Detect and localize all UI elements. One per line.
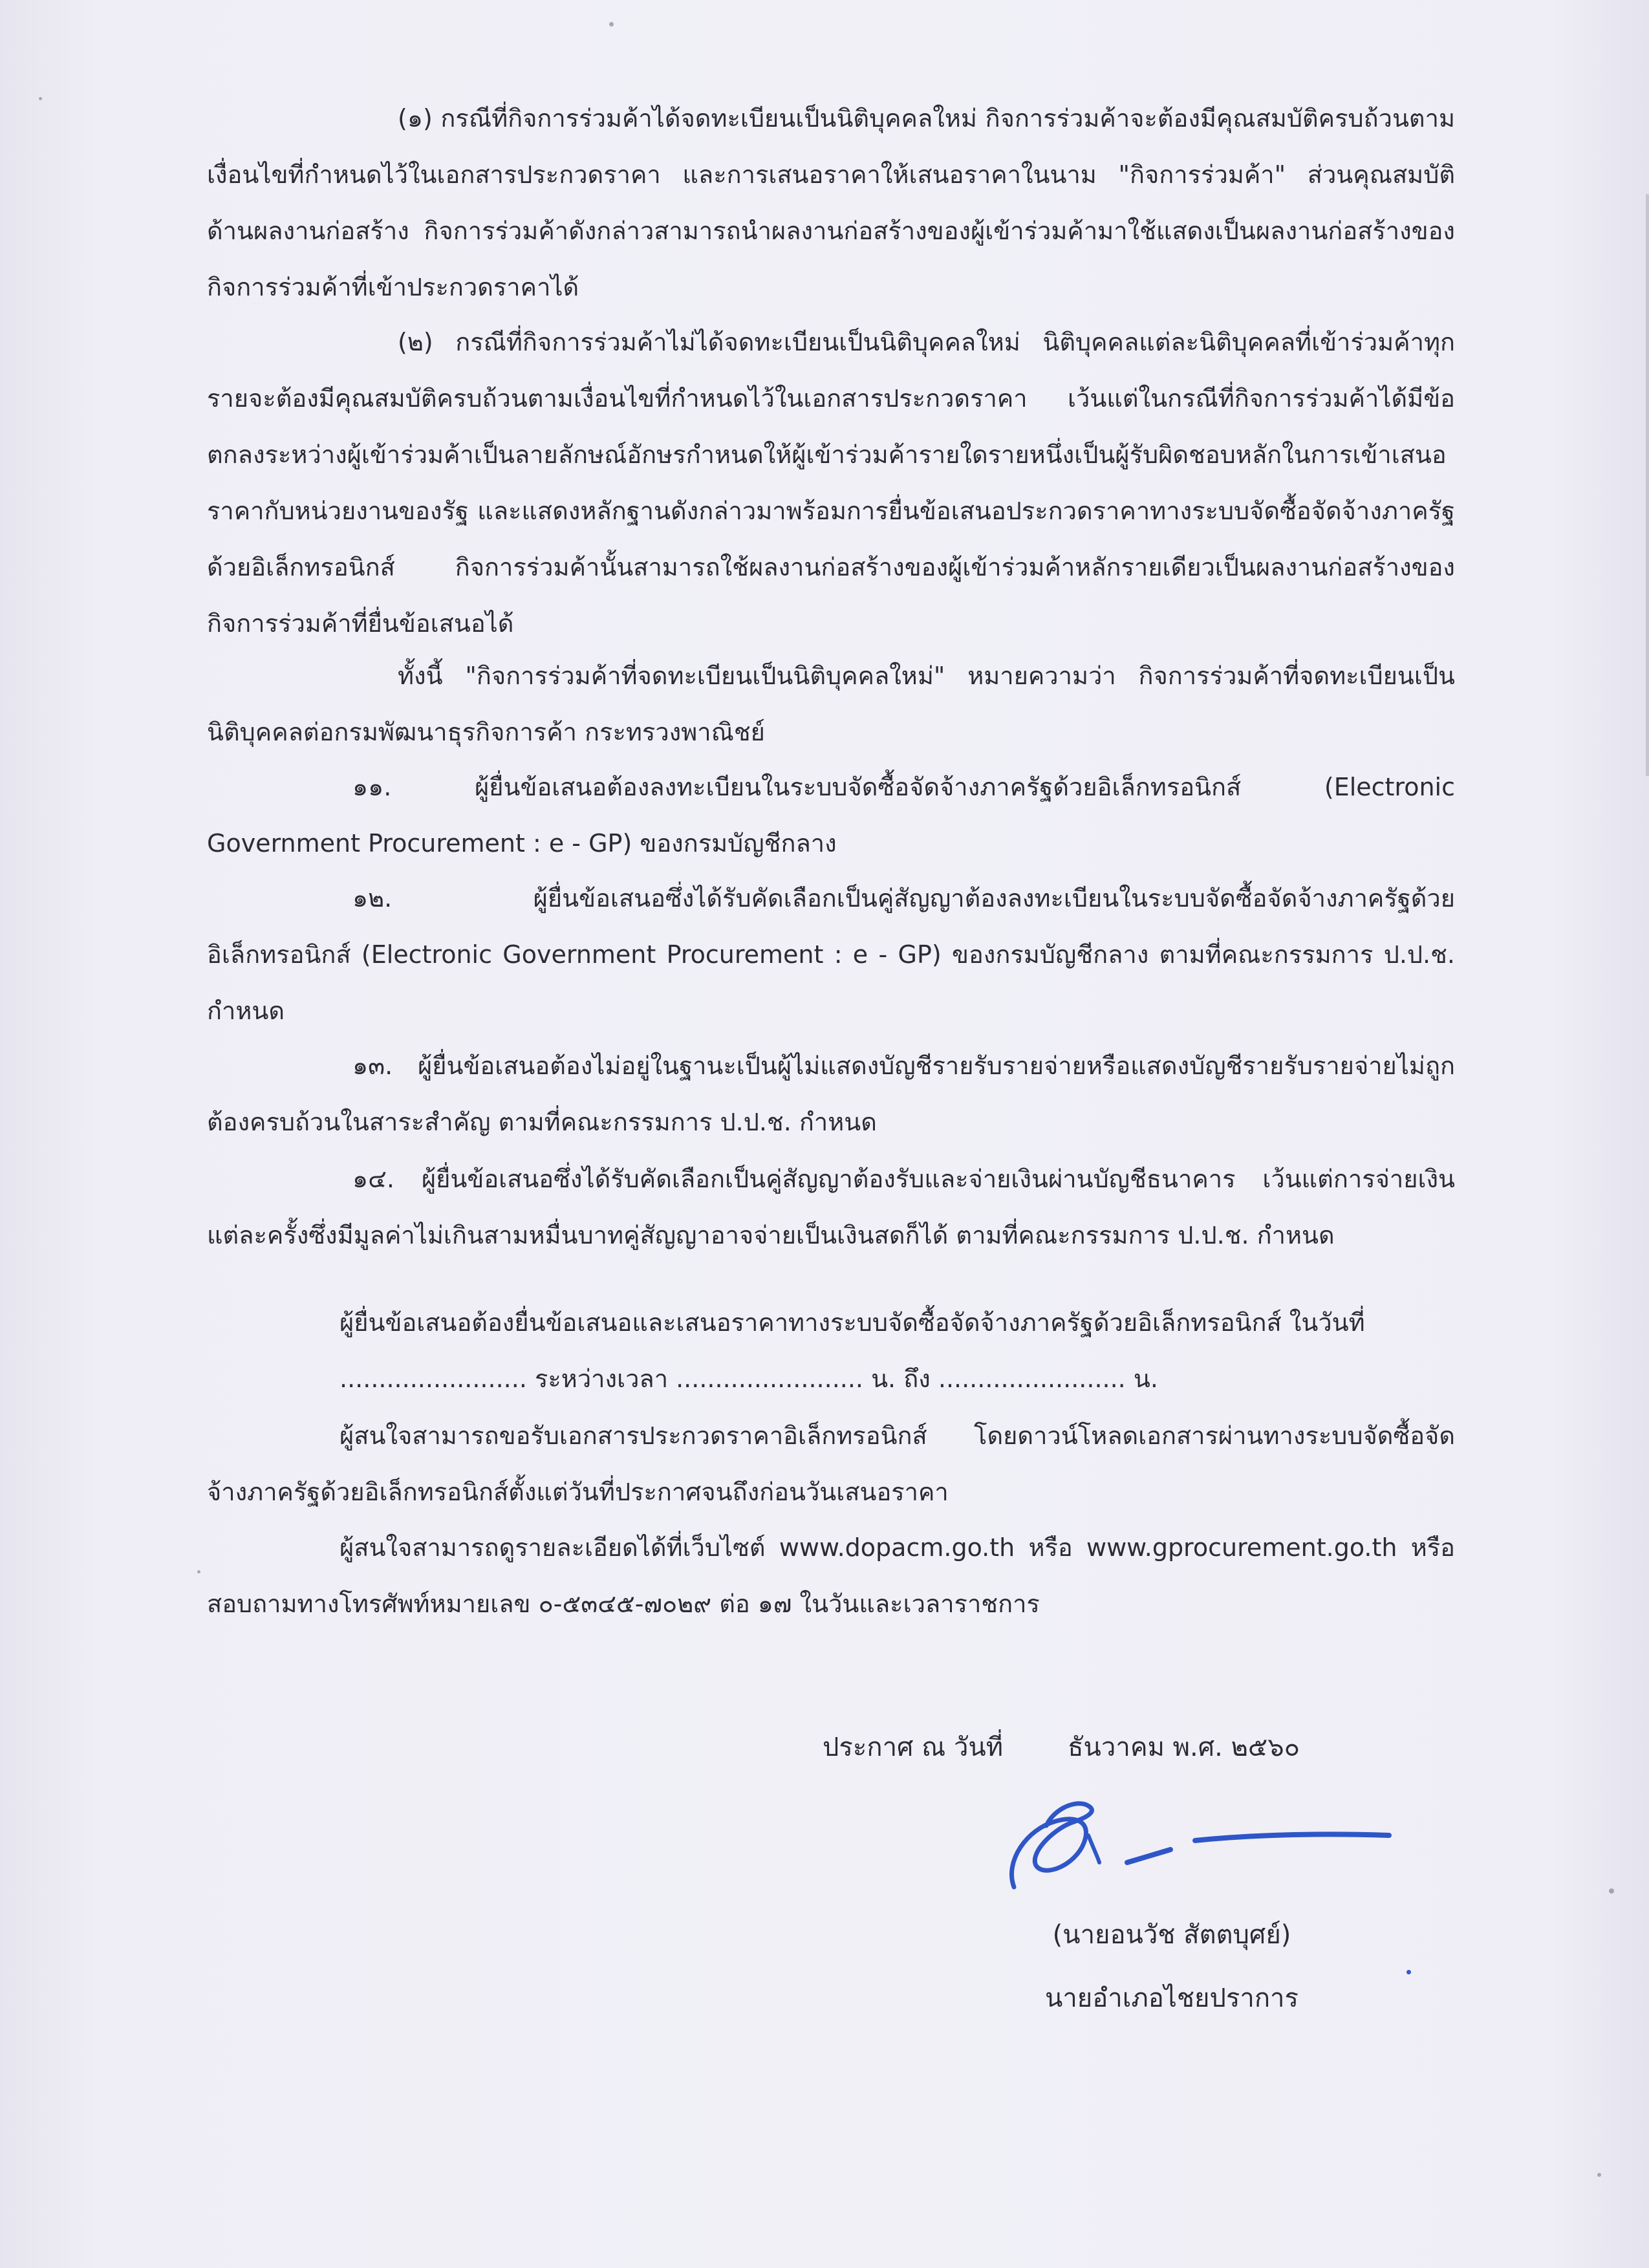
- item-14: ๑๔. ผู้ยื่นข้อเสนอซึ่งได้รับคัดเลือกเป็นคู่สัญญาต้องรับและจ่ายเงินผ่านบัญชีธนาคาร เว้นแต่การจ่ายเงินแต่ละครั้งซึ่งมีมูลค่าไม่เกินสามหมื่นบาทคู่สัญญาอาจจ่ายเป็นเงินสดก็ได้ ตามที่คณะกรรมการ ป.ป.ช. กำหนด: [207, 1165, 1455, 1249]
- announcement-label: ประกาศ ณ วันที่: [823, 1733, 1004, 1762]
- item-12: ๑๒. ผู้ยื่นข้อเสนอซึ่งได้รับคัดเลือกเป็นคู่สัญญาต้องลงทะเบียนในระบบจัดซื้อจัดจ้างภาครัฐด้วยอิเล็กทรอนิกส์ (Electronic Government Procurement : e - GP) ของกรมบัญชีกลาง ตามที่คณะกรรมการ ป.ป.ช. กำหนด: [207, 884, 1455, 1025]
- scan-speck: [197, 1570, 200, 1573]
- scan-speck: [39, 97, 42, 100]
- item-11: ๑๑. ผู้ยื่นข้อเสนอต้องลงทะเบียนในระบบจัดซื้อจัดจ้างภาครัฐด้วยอิเล็กทรอนิกส์ (Electronic Government Procurement : e - GP) ของกรมบัญชีกลาง: [207, 773, 1455, 858]
- download-paragraph: ผู้สนใจสามารถขอรับเอกสารประกวดราคาอิเล็กทรอนิกส์ โดยดาวน์โหลดเอกสารผ่านทางระบบจัดซื้อจัดจ้างภาครัฐด้วยอิเล็กทรอนิกส์ตั้งแต่วันที่ประกาศจนถึงก่อนวันเสนอราคา: [207, 1421, 1455, 1506]
- contact-info-paragraph: ผู้สนใจสามารถดูรายละเอียดได้ที่เว็บไซต์ www.dopacm.go.th หรือ www.gprocurement.go.th หรือสอบถามทางโทรศัพท์หมายเลข ๐-๕๓๔๕-๗๐๒๙ ต่อ ๑๗ ในวันและเวลาราชการ: [207, 1533, 1455, 1618]
- scan-speck: [1646, 194, 1649, 776]
- submission-line: ผู้ยื่นข้อเสนอต้องยื่นข้อเสนอและเสนอราคาทางระบบจัดซื้อจัดจ้างภาครัฐด้วยอิเล็กทรอนิกส์ ในวันที่: [339, 1308, 1365, 1337]
- handwritten-signature: [1001, 1790, 1402, 1906]
- scan-speck: [1609, 1888, 1614, 1894]
- scan-speck: [609, 22, 614, 27]
- item-13: ๑๓. ผู้ยื่นข้อเสนอต้องไม่อยู่ในฐานะเป็นผู้ไม่แสดงบัญชีรายรับรายจ่ายหรือแสดงบัญชีรายรับรายจ่ายไม่ถูกต้องครบถ้วนในสาระสำคัญ ตามที่คณะกรรมการ ป.ป.ช. กำหนด: [207, 1052, 1455, 1136]
- announcement-date-line: [823, 1728, 1300, 1767]
- paragraph-joint-venture-unregistered: (๒) กรณีที่กิจการร่วมค้าไม่ได้จดทะเบียนเป็นนิติบุคคลใหม่ นิติบุคคลแต่ละนิติบุคคลที่เข้าร่วมค้าทุกรายจะต้องมีคุณสมบัติครบถ้วนตามเงื่อนไขที่กำหนดไว้ในเอกสารประกวดราคา เว้นแต่ในกรณีที่กิจการร่วมค้าได้มีข้อตกลงระหว่างผู้เข้าร่วมค้าเป็นลายลักษณ์อักษรกำหนดให้ผู้เข้าร่วมค้ารายใดรายหนึ่งเป็นผู้รับผิดชอบหลักในการเข้าเสนอราคากับหน่วยงานของรัฐ และแสดงหลักฐานดังกล่าวมาพร้อมการยื่นข้อเสนอประกวดราคาทางระบบจัดซื้อจัดจ้างภาครัฐด้วยอิเล็กทรอนิกส์ กิจการร่วมค้านั้นสามารถใช้ผลงานก่อสร้างของผู้เข้าร่วมค้าหลักรายเดียวเป็นผลงานก่อสร้างของกิจการร่วมค้าที่ยื่นข้อเสนอได้: [207, 328, 1455, 638]
- scan-speck: [1597, 2173, 1601, 2177]
- signatory-title: นายอำเภอไชยปราการ: [1045, 1983, 1299, 2013]
- announcement-date: ธันวาคม พ.ศ. ๒๕๖๐: [1068, 1733, 1300, 1762]
- ink-speck: [1406, 1970, 1411, 1974]
- paragraph-joint-venture-registered: (๑) กรณีที่กิจการร่วมค้าได้จดทะเบียนเป็นนิติบุคคลใหม่ กิจการร่วมค้าจะต้องมีคุณสมบัติครบถ้วนตามเงื่อนไขที่กำหนดไว้ในเอกสารประกวดราคา และการเสนอราคาให้เสนอราคาในนาม "กิจการร่วมค้า" ส่วนคุณสมบัติด้านผลงานก่อสร้าง กิจการร่วมค้าดังกล่าวสามารถนำผลงานก่อสร้างของผู้เข้าร่วมค้ามาใช้แสดงเป็นผลงานก่อสร้างของกิจการร่วมค้าที่เข้าประกวดราคาได้: [207, 104, 1455, 301]
- signatory-name: (นายอนวัช สัตตบุศย์): [1052, 1920, 1291, 1950]
- submission-paragraph: [207, 1295, 1455, 1407]
- submission-time-blanks: ........................ ระหว่างเวลา ........................ น. ถึง ........................ น.: [339, 1365, 1158, 1393]
- paragraph-definition: ทั้งนี้ "กิจการร่วมค้าที่จดทะเบียนเป็นนิติบุคคลใหม่" หมายความว่า กิจการร่วมค้าที่จดทะเบียนเป็นนิติบุคคลต่อกรมพัฒนาธุรกิจการค้า กระทรวงพาณิชย์: [207, 662, 1455, 746]
